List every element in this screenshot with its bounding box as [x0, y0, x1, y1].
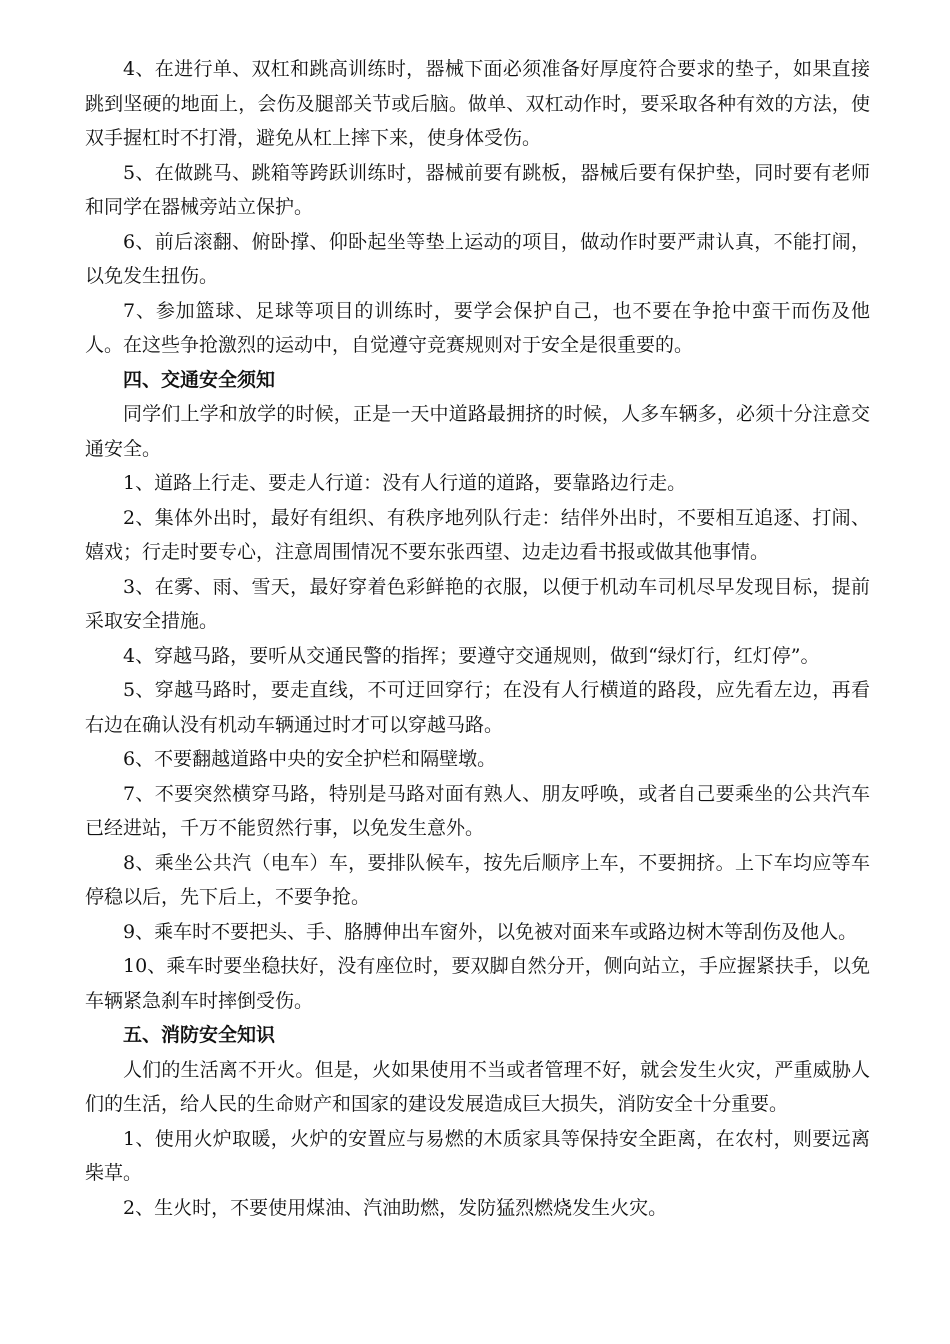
paragraph-traffic-rule-6: 6、不要翻越道路中央的安全护栏和隔壁墩。 [123, 748, 497, 770]
paragraph-traffic-rule-3: 3、在雾、雨、雪天，最好穿着色彩鲜艳的衣服，以便于机动车司机尽早发现目标，提前采取安全措施。 [85, 575, 870, 632]
paragraph-gym-bars: 4、在进行单、双杠和跳高训练时，器械下面必须准备好厚度符合要求的垫子，如果直接跳到坚硬的地面上，会伤及腿部关节或后脑。做单、双杠动作时，要采取各种有效的方法，使双手握杠时不打滑，避免从杠上摔下来，使身体受伤。 [85, 58, 870, 149]
section-heading-fire-safety: 五、消防安全知识 [123, 1024, 276, 1046]
paragraph-vaulting: 5、在做跳马、跳箱等跨跃训练时，器械前要有跳板，器械后要有保护垫，同时要有老师和同学在器械旁站立保护。 [85, 161, 870, 218]
paragraph-traffic-rule-4: 4、穿越马路，要听从交通民警的指挥；要遵守交通规则，做到“绿灯行，红灯停”。 [123, 644, 820, 667]
paragraph-traffic-rule-5: 5、穿越马路时，要走直线，不可迂回穿行；在没有人行横道的路段，应先看左边，再看右边在确认没有机动车辆通过时才可以穿越马路。 [85, 679, 870, 736]
paragraph-traffic-rule-10: 10、乘车时要坐稳扶好，没有座位时，要双脚自然分开，侧向站立，手应握紧扶手，以免车辆紧急刹车时摔倒受伤。 [85, 955, 870, 1012]
paragraph-fire-intro: 人们的生活离不开火。但是，火如果使用不当或者管理不好，就会发生火灾，严重威胁人们的生活，给人民的生命财产和国家的建设发展造成巨大损失，消防安全十分重要。 [85, 1058, 870, 1115]
paragraph-traffic-rule-7: 7、不要突然横穿马路，特别是马路对面有熟人、朋友呼唤，或者自己要乘坐的公共汽车已经进站，千万不能贸然行事，以免发生意外。 [85, 782, 870, 839]
document-body [85, 52, 870, 1225]
section-heading-traffic-safety: 四、交通安全须知 [123, 368, 276, 391]
paragraph-fire-rule-2: 2、生火时，不要使用煤油、汽油助燃，发防猛烈燃烧发生火灾。 [123, 1196, 668, 1219]
paragraph-traffic-rule-1: 1、道路上行走、要走人行道：没有人行道的道路，要靠路边行走。 [123, 472, 687, 494]
paragraph-traffic-rule-9: 9、乘车时不要把头、手、胳膊伸出车窗外，以免被对面来车或路边树木等刮伤及他人。 [123, 920, 858, 943]
paragraph-mat-exercises: 6、前后滚翻、俯卧撑、仰卧起坐等垫上运动的项目，做动作时要严肃认真，不能打闹，以免发生扭伤。 [85, 230, 870, 287]
paragraph-ball-games: 7、参加篮球、足球等项目的训练时，要学会保护自己，也不要在争抢中蛮干而伤及他人。在这些争抢激烈的运动中，自觉遵守竞赛规则对于安全是很重要的。 [85, 299, 870, 356]
paragraph-traffic-rule-8: 8、乘坐公共汽（电车）车，要排队候车，按先后顺序上车，不要拥挤。上下车均应等车停稳以后，先下后上，不要争抢。 [85, 851, 870, 908]
paragraph-fire-rule-1: 1、使用火炉取暖，火炉的安置应与易燃的木质家具等保持安全距离，在农村，则要远离柴草。 [85, 1127, 870, 1184]
paragraph-traffic-rule-2: 2、集体外出时，最好有组织、有秩序地列队行走：结伴外出时，不要相互追逐、打闹、嬉戏；行走时要专心，注意周围情况不要东张西望、边走边看书报或做其他事情。 [85, 506, 870, 563]
paragraph-traffic-intro: 同学们上学和放学的时候，正是一天中道路最拥挤的时候，人多车辆多，必须十分注意交通安全。 [85, 403, 870, 460]
